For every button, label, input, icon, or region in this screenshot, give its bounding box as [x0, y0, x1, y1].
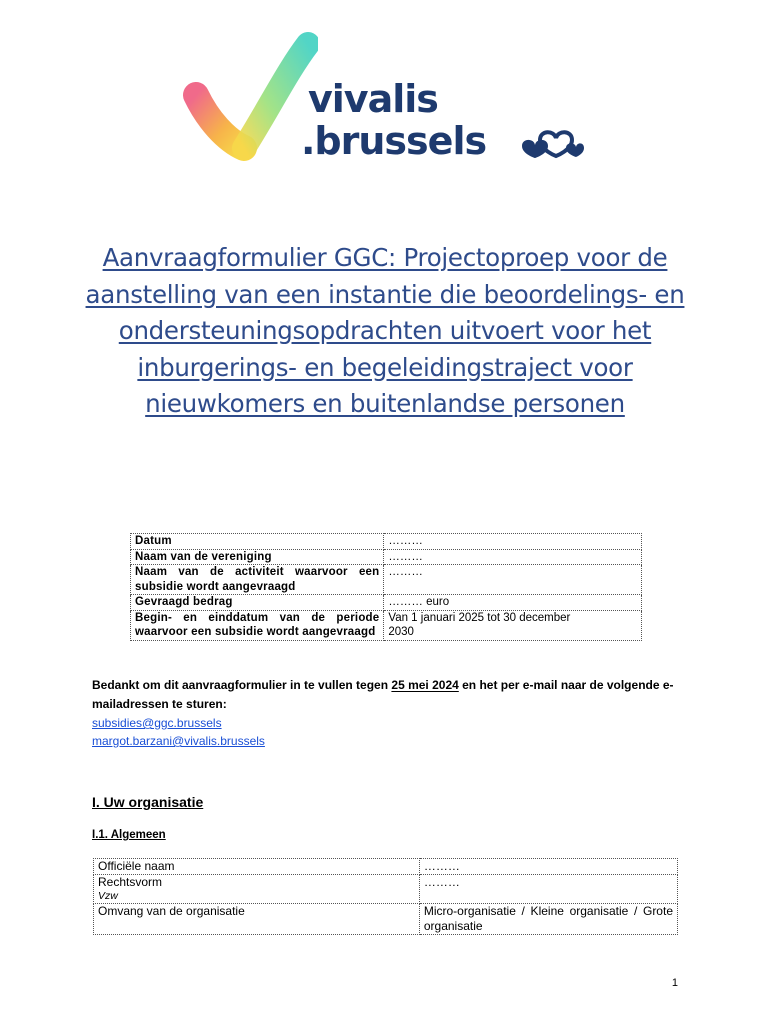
- summary-label: Gevraagd bedrag: [131, 595, 384, 611]
- section-heading: I. Uw organisatie: [92, 794, 204, 810]
- logo-text-vivalis: vivalis: [308, 77, 438, 121]
- table-row: [131, 595, 642, 611]
- org-label-text: Officiële naam: [98, 859, 175, 873]
- table-row: [131, 565, 642, 595]
- org-label: [94, 875, 420, 904]
- summary-value[interactable]: ………: [384, 549, 642, 565]
- deadline-date: 25 mei 2024: [391, 678, 459, 692]
- org-label-text: Rechtsvorm: [98, 875, 163, 889]
- org-label-hint: Vzw: [98, 890, 118, 902]
- summary-value[interactable]: ………: [384, 534, 642, 550]
- vivalis-logo: [178, 30, 598, 165]
- summary-label: Naam van de vereniging: [131, 549, 384, 565]
- table-row: [94, 859, 678, 875]
- org-label-text: Omvang van de organisatie: [98, 904, 245, 918]
- table-row: [131, 534, 642, 550]
- summary-label: Begin- en einddatum van de periode waarvoor een subsidie wordt aangevraagd: [131, 610, 384, 640]
- organisation-table: [93, 858, 678, 935]
- summary-value[interactable]: ……… euro: [384, 595, 642, 611]
- summary-label: Naam van de activiteit waarvoor een subsidie wordt aangevraagd: [131, 565, 384, 595]
- table-row: [94, 875, 678, 904]
- table-row: [94, 904, 678, 935]
- subsection-heading: I.1. Algemeen: [92, 829, 166, 841]
- checkmark-logo-icon: [178, 30, 318, 165]
- summary-label: Datum: [131, 534, 384, 550]
- org-value[interactable]: ………: [419, 875, 677, 904]
- org-value[interactable]: Micro-organisatie / Kleine organisatie / Grote organisatie: [419, 904, 677, 935]
- intro-text-2: en het per e-mail naar de volgende e-mailadressen te sturen:: [92, 678, 674, 711]
- logo-text-brussels: .brussels: [301, 119, 487, 163]
- summary-table: [130, 533, 642, 641]
- document-title: Aanvraagformulier GGC: Projectoproep voor de aanstelling van een instantie die beoordelings- en ondersteuningsopdrachten uitvoert voor het inburgerings- en begeleidingstraject voor nieuwkomers en buitenlandse personen: [85, 243, 685, 418]
- table-row: [131, 610, 642, 640]
- summary-value[interactable]: Van 1 januari 2025 tot 30 december 2030: [384, 610, 642, 640]
- org-value[interactable]: ………: [419, 859, 677, 875]
- page-number: 1: [671, 977, 678, 989]
- email-link-ggc[interactable]: subsidies@ggc.brussels: [92, 716, 222, 730]
- intro-paragraph: [92, 676, 692, 750]
- email-link-vivalis[interactable]: margot.barzani@vivalis.brussels: [92, 734, 265, 748]
- intro-text-1: Bedankt om dit aanvraagformulier in te vullen tegen: [92, 678, 392, 692]
- summary-value[interactable]: ………: [384, 565, 642, 595]
- table-row: [131, 549, 642, 565]
- org-label: [94, 859, 420, 875]
- org-label: [94, 904, 420, 935]
- hearts-icon: [518, 126, 586, 160]
